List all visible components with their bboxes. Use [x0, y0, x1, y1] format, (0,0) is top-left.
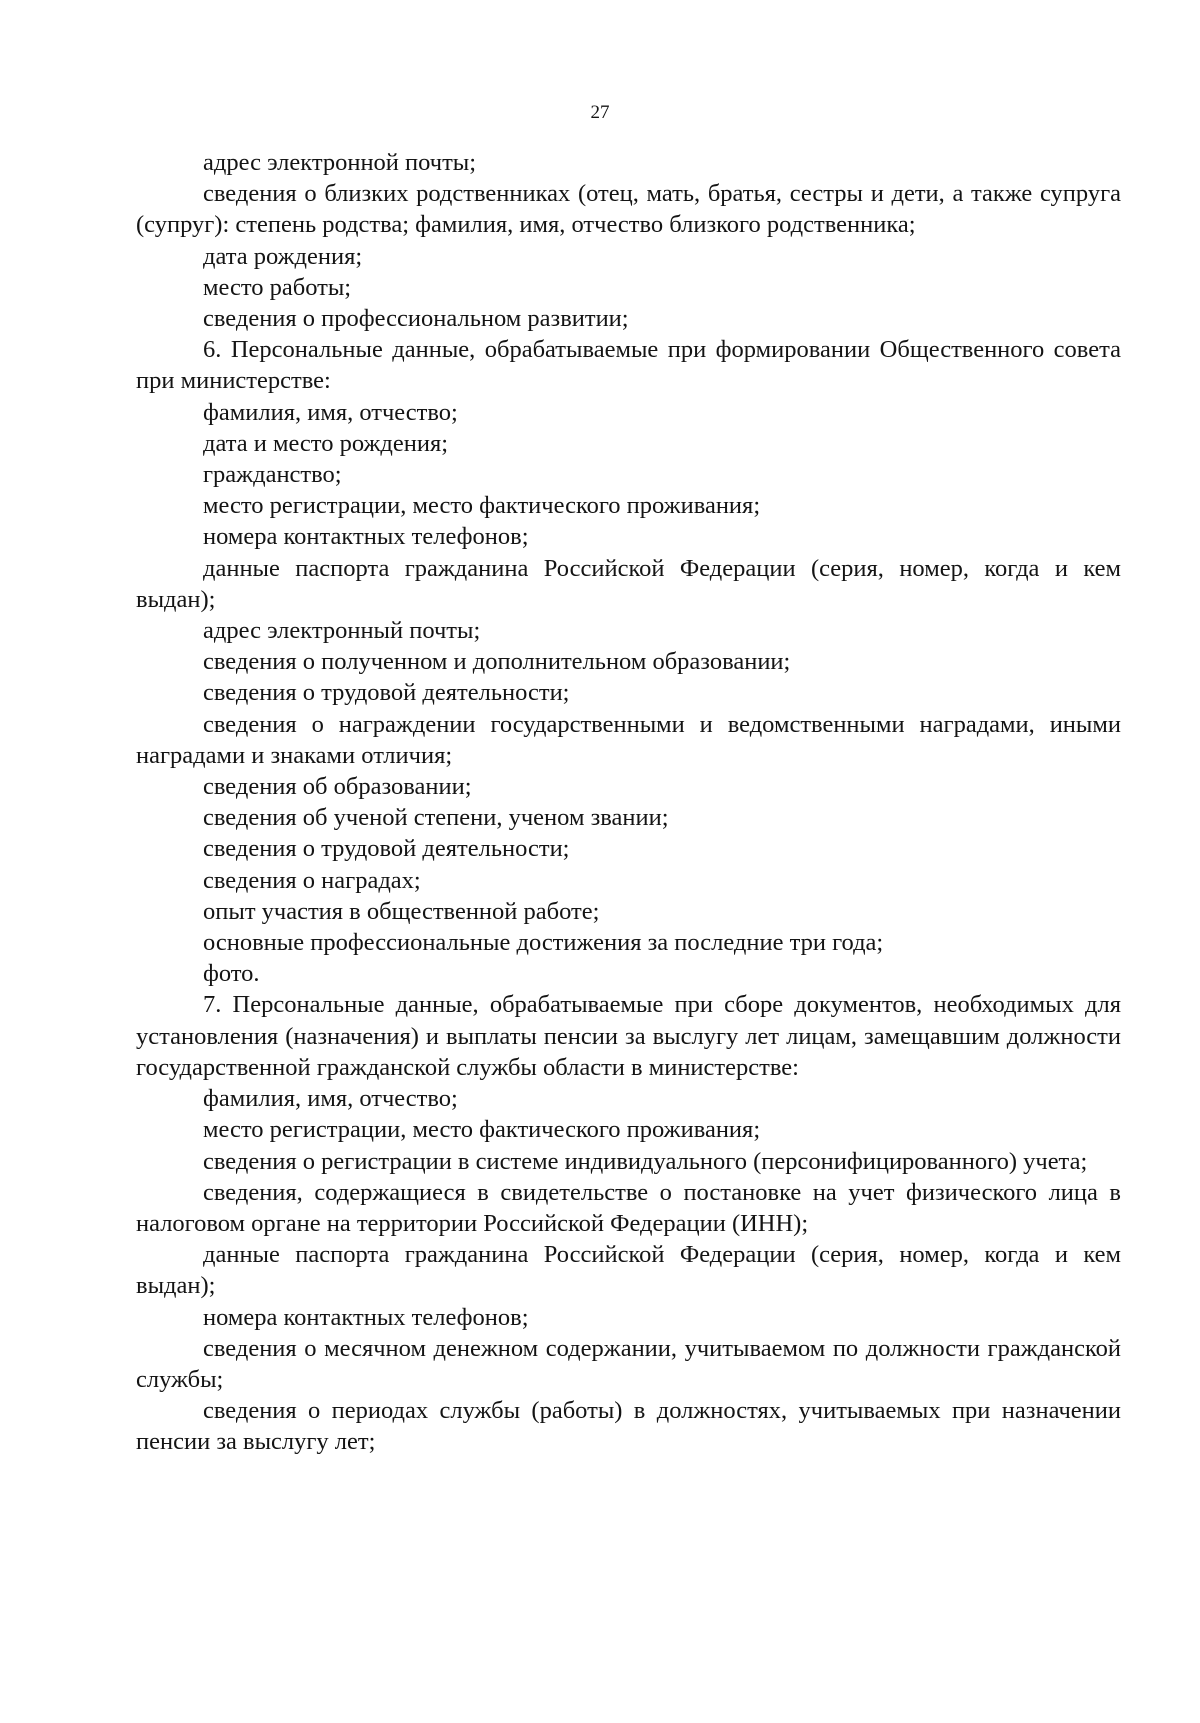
paragraph: сведения о периодах службы (работы) в должностях, учитываемых при назначении пенсии за выслугу лет;	[136, 1397, 1121, 1456]
paragraph: место регистрации, место фактического проживания;	[203, 1116, 761, 1144]
paragraph: сведения об ученой степени, ученом звании;	[203, 804, 669, 832]
paragraph: сведения о трудовой деятельности;	[203, 835, 570, 863]
paragraph: сведения о трудовой деятельности;	[203, 679, 570, 707]
document-body	[136, 147, 1121, 1458]
paragraph: номера контактных телефонов;	[203, 523, 529, 551]
paragraph: данные паспорта гражданина Российской Федерации (серия, номер, когда и кем выдан);	[136, 1241, 1121, 1300]
paragraph: сведения о награждении государственными и ведомственными наградами, иными наградами и знаками отличия;	[136, 710, 1121, 769]
paragraph: место работы;	[203, 273, 352, 301]
paragraph: дата и место рождения;	[203, 429, 449, 457]
paragraph: сведения о профессиональном развитии;	[203, 305, 629, 333]
paragraph: фамилия, имя, отчество;	[203, 398, 458, 426]
paragraph: сведения о регистрации в системе индивидуального (персонифицированного) учета;	[203, 1147, 1088, 1175]
paragraph: адрес электронной почты;	[203, 149, 477, 176]
section-7-heading: 7. Персональные данные, обрабатываемые при сборе документов, необходимых для установления (назначения) и выплаты пенсии за выслугу лет лицам, замещавшим должности государственной гражданской службы области в министерстве:	[136, 991, 1121, 1081]
paragraph: сведения о наградах;	[203, 866, 421, 894]
paragraph: сведения об образовании;	[203, 773, 472, 801]
paragraph: гражданство;	[203, 461, 342, 489]
paragraph: место регистрации, место фактического проживания;	[203, 492, 761, 520]
paragraph: дата рождения;	[203, 242, 363, 270]
paragraph: адрес электронный почты;	[203, 617, 481, 645]
paragraph: сведения о месячном денежном содержании, учитываемом по должности гражданской службы;	[136, 1334, 1121, 1393]
paragraph: фото.	[203, 960, 260, 988]
paragraph: сведения о близких родственниках (отец, мать, братья, сестры и дети, а также супруга (супруг): степень родства; фамилия, имя, отчество близкого родственника;	[136, 180, 1121, 239]
page-number: 27	[590, 102, 610, 123]
paragraph: опыт участия в общественной работе;	[203, 897, 600, 925]
paragraph: основные профессиональные достижения за последние три года;	[203, 929, 884, 957]
section-6-heading: 6. Персональные данные, обрабатываемые при формировании Общественного совета при министерстве:	[136, 336, 1121, 395]
paragraph: сведения о полученном и дополнительном образовании;	[203, 648, 791, 676]
paragraph: номера контактных телефонов;	[203, 1303, 529, 1331]
paragraph: фамилия, имя, отчество;	[203, 1085, 458, 1113]
paragraph: сведения, содержащиеся в свидетельстве о постановке на учет физического лица в налоговом органе на территории Российской Федерации (ИНН);	[136, 1178, 1121, 1237]
paragraph: данные паспорта гражданина Российской Федерации (серия, номер, когда и кем выдан);	[136, 554, 1121, 613]
